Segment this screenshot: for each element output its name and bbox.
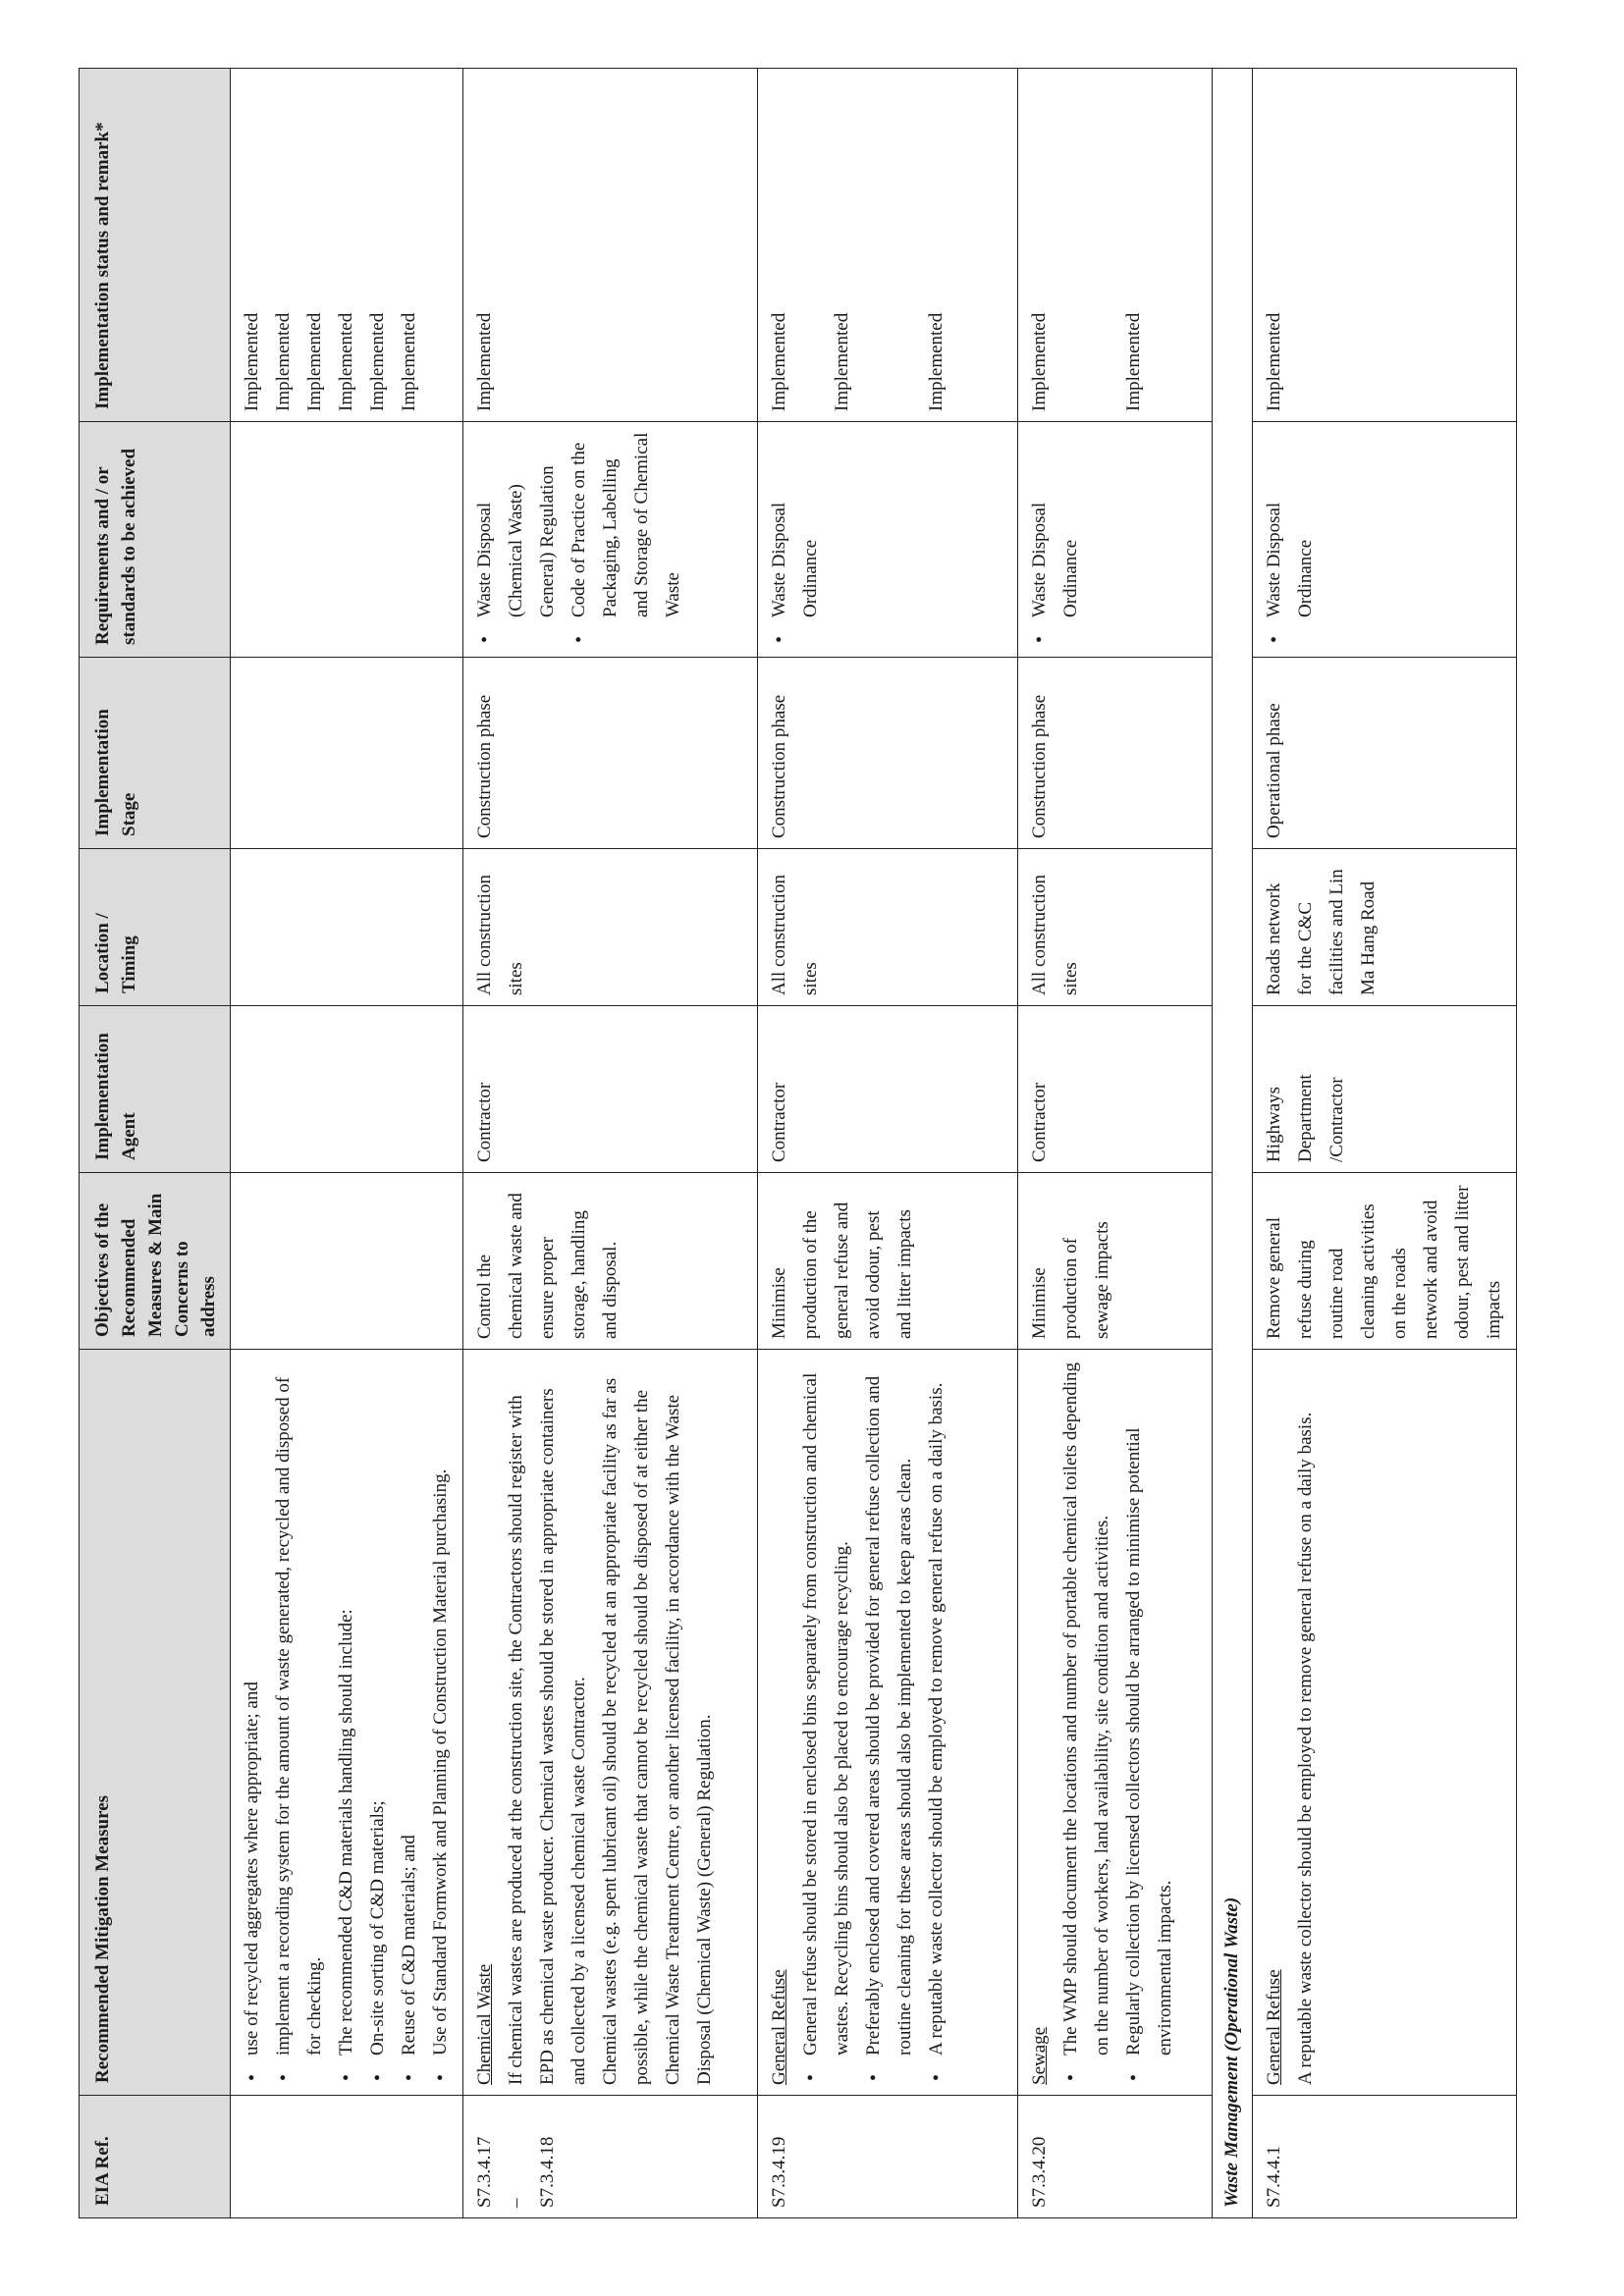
status-text: Implemented bbox=[769, 312, 789, 411]
measures-cell bbox=[463, 1350, 758, 2096]
eia-ref-cell: S7.3.4.20 bbox=[1018, 2096, 1213, 2218]
location-cell: All construction sites bbox=[758, 849, 1018, 1006]
table-row bbox=[1018, 69, 1213, 2218]
header-location: Location / Timing bbox=[80, 849, 231, 1006]
agent-cell: Highways Department /Contractor bbox=[1253, 1006, 1517, 1173]
objectives-cell bbox=[231, 1173, 463, 1350]
status-text: Implemented bbox=[273, 312, 294, 411]
list-item: • The recommended C&D materials handling should include: bbox=[331, 1360, 362, 2085]
status-cell: Implemented bbox=[1253, 69, 1517, 422]
list-item: • Code of Practice on the Packaging, Labelling and Storage of Chemical Waste bbox=[564, 432, 689, 647]
status-text: Implemented bbox=[399, 312, 419, 411]
list-item: • Waste Disposal Ordinance bbox=[1259, 432, 1322, 647]
section-row bbox=[1213, 69, 1253, 2218]
objectives-cell: Control the chemical waste and ensure proper storage, handling and disposal. bbox=[463, 1173, 758, 1350]
table-row bbox=[463, 69, 758, 2218]
status-text: Implemented bbox=[1123, 312, 1144, 411]
requirements-list bbox=[1259, 432, 1322, 647]
status-spacer bbox=[1056, 79, 1118, 411]
list-item: • Regularly collection by licensed collectors should be arranged to minimise potential environmental impacts. bbox=[1118, 1360, 1181, 2085]
status-text: Implemented bbox=[367, 312, 388, 411]
list-item: • Use of Standard Formwork and Planning of Construction Material purchasing. bbox=[425, 1360, 457, 2085]
objectives-cell: Remove general refuse during routine road cleaning activities on the roads network and avoid odour, pest and litter impacts bbox=[1253, 1173, 1517, 1350]
measures-cell bbox=[231, 1350, 463, 2096]
stage-cell: Construction phase bbox=[463, 658, 758, 849]
list-item: • Waste Disposal Ordinance bbox=[1024, 432, 1087, 647]
status-spacer bbox=[858, 79, 921, 411]
status-cell: Implemented bbox=[463, 69, 758, 422]
status-cell bbox=[1018, 69, 1213, 422]
requirements-cell bbox=[1018, 422, 1213, 658]
eia-ref-cell: S7.4.4.1 bbox=[1253, 2096, 1517, 2218]
objectives-cell: Minimise production of the general refuse and avoid odour, pest and litter impacts bbox=[758, 1173, 1018, 1350]
rotated-page bbox=[79, 69, 1532, 2218]
location-cell: All construction sites bbox=[1018, 849, 1213, 1006]
requirements-list bbox=[1024, 432, 1087, 647]
measure-title: General Refuse bbox=[769, 1969, 789, 2085]
status-text: Implemented bbox=[304, 312, 325, 411]
header-eia-ref: EIA Ref. bbox=[80, 2096, 231, 2218]
requirements-cell bbox=[758, 422, 1018, 658]
list-item: • Reuse of C&D materials; and bbox=[394, 1360, 425, 2085]
agent-cell: Contractor bbox=[1018, 1006, 1213, 1173]
list-item: • Preferably enclosed and covered areas should be provided for general refuse collection and routine cleaning for these areas should also be implemented to keep areas clean. bbox=[858, 1360, 921, 2085]
location-cell: Roads network for the C&C facilities and Lin Ma Hang Road bbox=[1253, 849, 1517, 1006]
measure-title: Sewage bbox=[1029, 2026, 1050, 2085]
eia-ref-dash: – bbox=[506, 2198, 526, 2208]
eia-ref-cell bbox=[231, 2096, 463, 2218]
status-cell bbox=[231, 69, 463, 422]
stage-cell: Construction phase bbox=[758, 658, 1018, 849]
table-row bbox=[758, 69, 1018, 2218]
header-row bbox=[80, 69, 231, 2218]
measures-list bbox=[1056, 1360, 1181, 2085]
status-text: Implemented bbox=[832, 312, 852, 411]
agent-cell: Contractor bbox=[463, 1006, 758, 1173]
eia-ref-cell: S7.3.4.19 bbox=[758, 2096, 1018, 2218]
measure-paragraph: A reputable waste collector should be employed to remove general refuse on a daily basis. bbox=[1295, 1412, 1316, 2085]
status-text: Implemented bbox=[336, 312, 356, 411]
list-item: • use of recycled aggregates where appropriate; and bbox=[237, 1360, 268, 2085]
measures-cell bbox=[1018, 1350, 1213, 2096]
measure-title: Chemical Waste bbox=[474, 1963, 495, 2085]
measure-paragraph: If chemical wastes are produced at the construction site, the Contractors should register with EPD as chemical waste producer. Chemical wastes should be stored in appropriate containers and collected by a licensed chemical waste Contractor. bbox=[506, 1388, 589, 2085]
list-item: • The WMP should document the locations and number of portable chemical toilets depending on the number of workers, land availability, site condition and activities. bbox=[1056, 1360, 1118, 2085]
list-item: • General refuse should be stored in enclosed bins separately from construction and chemical wastes. Recycling bins should also be placed to encourage recycling. bbox=[795, 1360, 858, 2085]
requirements-list bbox=[469, 432, 689, 647]
header-agent: Implementation Agent bbox=[80, 1006, 231, 1173]
table-row bbox=[1253, 69, 1517, 2218]
stage-cell bbox=[231, 658, 463, 849]
eia-ref: S7.3.4.17 bbox=[474, 2136, 495, 2208]
requirements-cell bbox=[231, 422, 463, 658]
requirements-cell bbox=[1253, 422, 1517, 658]
list-item: • implement a recording system for the amount of waste generated, recycled and disposed of for checking. bbox=[268, 1360, 331, 2085]
list-item: • On-site sorting of C&D materials; bbox=[362, 1360, 394, 2085]
requirements-cell bbox=[463, 422, 758, 658]
header-stage: Implementation Stage bbox=[80, 658, 231, 849]
location-cell: All construction sites bbox=[463, 849, 758, 1006]
mitigation-measures-table bbox=[79, 68, 1517, 2218]
table-row bbox=[231, 69, 463, 2218]
list-item: • Waste Disposal Ordinance bbox=[764, 432, 827, 647]
stage-cell: Operational phase bbox=[1253, 658, 1517, 849]
list-item: • Waste Disposal (Chemical Waste) General) Regulation bbox=[469, 432, 564, 647]
status-spacer bbox=[795, 79, 827, 411]
location-cell bbox=[231, 849, 463, 1006]
measure-title: General Refuse bbox=[1264, 1969, 1284, 2085]
status-text: Implemented bbox=[242, 312, 262, 411]
header-status: Implementation status and remark* bbox=[80, 69, 231, 422]
measures-cell bbox=[758, 1350, 1018, 2096]
eia-ref-cell bbox=[463, 2096, 758, 2218]
header-objectives: Objectives of the Recommended Measures & Main Concerns to address bbox=[80, 1173, 231, 1350]
eia-ref: S7.3.4.18 bbox=[537, 2136, 558, 2208]
stage-cell: Construction phase bbox=[1018, 658, 1213, 849]
requirements-list bbox=[764, 432, 827, 647]
measure-paragraph: Chemical wastes (e.g. spent lubricant oil) should be recycled at an appropriate facility as far as possible, while the chemical waste that cannot be recycled should be disposed of at either the Chemical Waste Treatment Centre, or another licensed facility, in accordance with the Waste Disposal (Chemical Waste) (General) Regulation. bbox=[600, 1377, 715, 2085]
status-cell bbox=[758, 69, 1018, 422]
status-text: Implemented bbox=[1029, 312, 1050, 411]
status-text: Implemented bbox=[926, 312, 947, 411]
measures-list bbox=[795, 1360, 952, 2085]
section-heading: Waste Management (Operational Waste) bbox=[1213, 69, 1253, 2218]
agent-cell bbox=[231, 1006, 463, 1173]
header-measures: Recommended Mitigation Measures bbox=[80, 1350, 231, 2096]
objectives-cell: Minimise production of sewage impacts bbox=[1018, 1173, 1213, 1350]
measures-cell bbox=[1253, 1350, 1517, 2096]
list-item: • A reputable waste collector should be employed to remove general refuse on a daily basis. bbox=[921, 1360, 952, 2085]
header-requirements: Requirements and / or standards to be achieved bbox=[80, 422, 231, 658]
measures-list bbox=[237, 1360, 457, 2085]
agent-cell: Contractor bbox=[758, 1006, 1018, 1173]
